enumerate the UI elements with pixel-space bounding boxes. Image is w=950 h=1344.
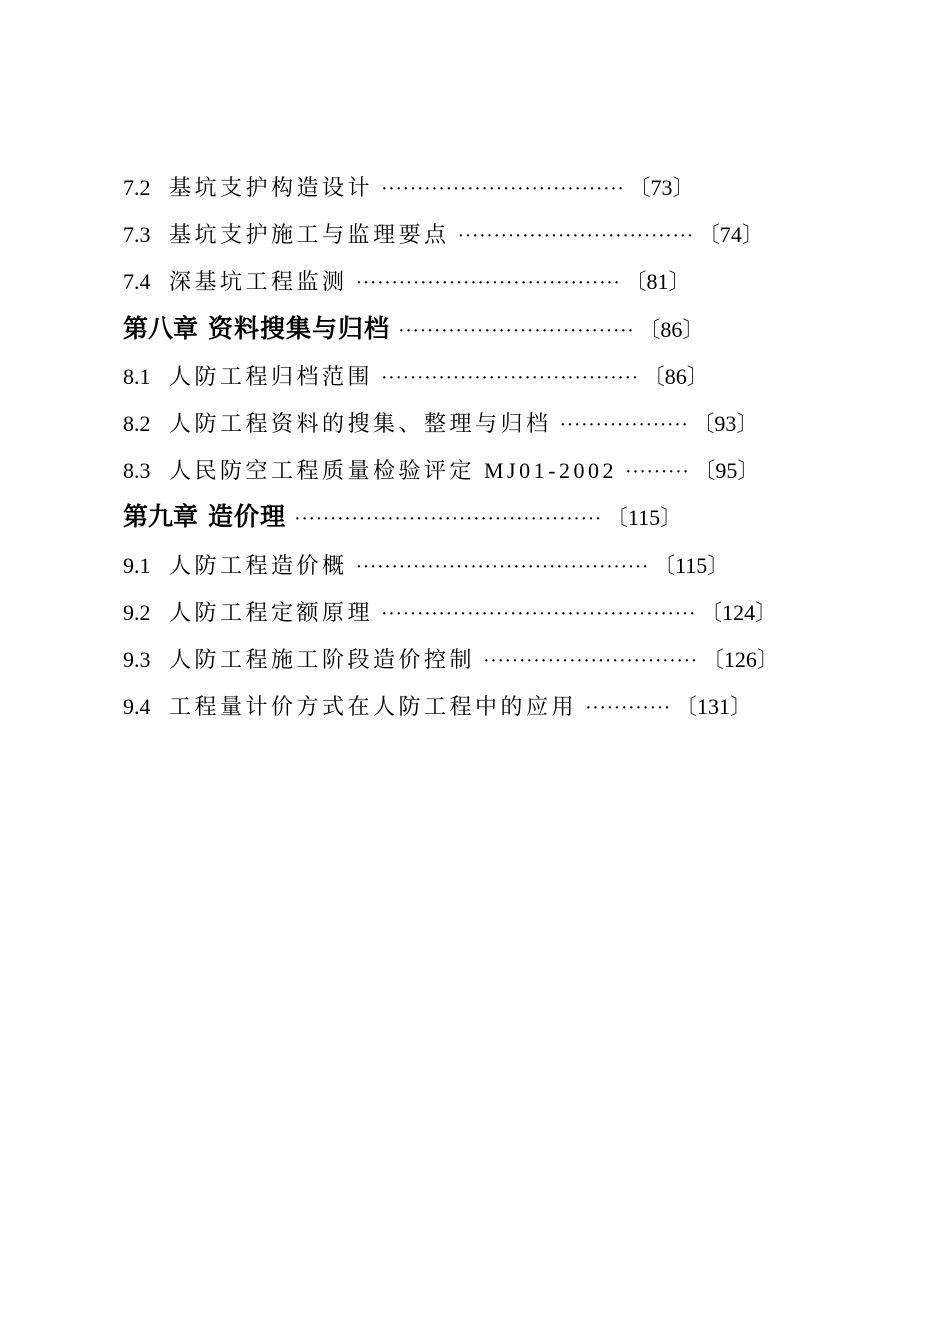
toc-number: 9.1 <box>123 552 151 578</box>
toc-title: 基坑支护构造设计 <box>169 175 374 200</box>
table-of-contents <box>123 164 823 730</box>
toc-entry[interactable] <box>123 542 823 589</box>
toc-page-number: 〔74〕 <box>697 222 764 248</box>
toc-entry[interactable] <box>123 447 823 494</box>
toc-number: 9.3 <box>123 646 151 672</box>
toc-entry[interactable] <box>123 683 823 730</box>
toc-number: 7.3 <box>123 222 151 248</box>
toc-number: 7.4 <box>123 269 151 295</box>
toc-leader-dots: ········································· <box>355 555 650 578</box>
toc-entry[interactable] <box>123 400 823 447</box>
toc-page-number: 〔86〕 <box>642 363 709 389</box>
toc-title: 人防工程造价概 <box>169 552 348 578</box>
toc-leader-dots: ···································· <box>381 366 639 389</box>
toc-chapter-number: 第八章 <box>123 315 199 343</box>
toc-leader-dots: ········· <box>624 461 690 484</box>
toc-leader-dots: ·································· <box>381 178 625 200</box>
toc-title: 人防工程施工阶段造价控制 <box>169 646 476 672</box>
toc-entry[interactable] <box>123 636 823 683</box>
toc-number: 8.3 <box>123 458 151 484</box>
toc-chapter-entry[interactable] <box>123 306 823 353</box>
toc-entry[interactable] <box>123 211 823 258</box>
toc-entry[interactable] <box>123 589 823 636</box>
toc-leader-dots: ············································ <box>381 602 697 625</box>
toc-page-number: 〔124〕 <box>700 599 778 625</box>
toc-chapter-title: 造价理 <box>208 504 287 532</box>
toc-title: 人防工程定额原理 <box>169 599 374 625</box>
toc-page-number: 〔81〕 <box>624 269 691 295</box>
toc-title: 基坑支护施工与监理要点 <box>169 222 450 248</box>
toc-page-number: 〔86〕 <box>638 316 705 342</box>
toc-page-number: 〔95〕 <box>693 458 760 484</box>
toc-chapter-entry[interactable] <box>123 494 823 541</box>
toc-title: 深基坑工程监测 <box>169 269 348 295</box>
toc-title: 人防工程归档范围 <box>169 363 374 389</box>
toc-page-number: 〔115〕 <box>605 505 683 531</box>
toc-chapter-number: 第九章 <box>123 504 199 532</box>
toc-number: 9.4 <box>123 694 151 720</box>
toc-leader-dots: ·················· <box>559 413 689 436</box>
toc-title: 工程量计价方式在人防工程中的应用 <box>169 694 578 720</box>
toc-title: 人民防空工程质量检验评定 MJ01-2002 <box>169 458 617 484</box>
toc-leader-dots: ····································· <box>355 272 621 295</box>
toc-entry[interactable] <box>123 353 823 400</box>
toc-leader-dots: ············ <box>585 697 671 720</box>
toc-number: 9.2 <box>123 599 151 625</box>
toc-entry[interactable] <box>123 164 823 211</box>
toc-number: 7.2 <box>123 175 151 200</box>
toc-entry[interactable] <box>123 258 823 305</box>
toc-page-number: 〔73〕 <box>628 175 695 200</box>
toc-chapter-title: 资料搜集与归档 <box>208 315 391 343</box>
toc-page-number: 〔126〕 <box>701 646 779 672</box>
toc-leader-dots: ··········································· <box>294 508 602 531</box>
toc-number: 8.2 <box>123 410 151 436</box>
toc-leader-dots: ································· <box>457 225 694 248</box>
toc-leader-dots: ······························ <box>483 649 698 672</box>
toc-number: 8.1 <box>123 363 151 389</box>
toc-page-number: 〔131〕 <box>674 694 752 720</box>
toc-title: 人防工程资料的搜集、整理与归档 <box>169 410 552 436</box>
toc-page-number: 〔115〕 <box>653 552 730 578</box>
toc-page-number: 〔93〕 <box>692 410 759 436</box>
toc-leader-dots: ································· <box>398 319 635 342</box>
